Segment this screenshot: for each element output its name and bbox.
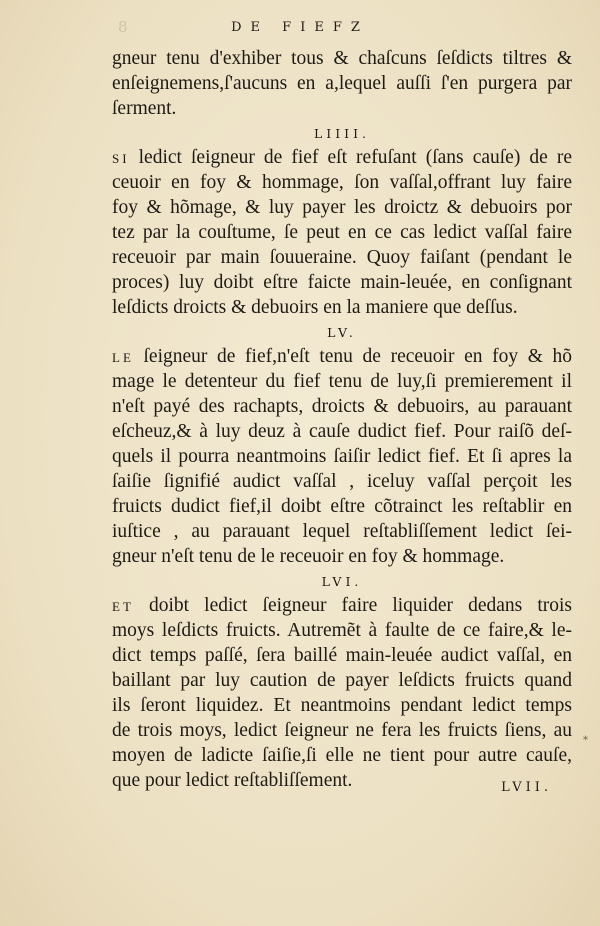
text-line: n'eſt payé des rachapts, droicts & debuoirs, au parauant [112, 396, 572, 417]
text-line-body: doibt ledict ſeigneur faire liquider dedans trois [148, 595, 572, 616]
article-heading: LIIII. [313, 126, 371, 141]
text-line: enſeignemens,ſ'aucuns en a,lequel auſſi ſ'en purgera par [112, 73, 572, 94]
text-line: moys leſdicts fruicts. Autremẽt à faulte de ce faire,& le- [112, 620, 572, 641]
running-head: DE FIEFZ [231, 20, 369, 35]
text-line: eſcheuz,& à luy deuz à cauſe dudict fief. Pour raiſõ deſ- [112, 421, 572, 442]
text-line: gneur tenu d'exhiber tous & chaſcuns ſeſdicts tiltres & [112, 48, 572, 69]
text-line: gneur n'eſt tenu de le receuoir en foy & hommage. [112, 546, 505, 567]
text-line [112, 344, 572, 369]
catchword: LVII. [501, 780, 552, 795]
text-line: baillant par luy caution de payer leſdicts fruicts quand [112, 670, 572, 691]
text-line: que pour ledict reſtabliſſement. [112, 770, 353, 791]
text-line [112, 145, 572, 170]
text-line: mage le detenteur du fief tenu de luy,ſi premierement il [112, 371, 572, 392]
paragraph-initial: SI [112, 151, 130, 166]
text-line: ſaiſie ſignifié audict vaſſal , iceluy vaſſal perçoit les [112, 471, 572, 492]
text-line: ſerment. [112, 98, 177, 119]
text-line-body: ledict ſeigneur de fief eſt refuſant (ſans cauſe) de re [138, 147, 572, 168]
text-line: fruicts dudict fief,il doibt eſtre cõtrainct les reſtablir en [112, 496, 572, 517]
article-heading: LV. [327, 325, 357, 340]
text-line: foy & hõmage, & luy payer les droictz & debuoirs por [112, 197, 572, 218]
text-line-body: ſeigneur de fief,n'eſt tenu de receuoir en foy & hõ [143, 346, 572, 367]
text-line: dict temps paſſé, ſera baillé main-leuée audict vaſſal, en [112, 645, 572, 666]
text-line: proces) luy doibt eſtre faicte main-leuée, en conſignant [112, 272, 572, 293]
text-line: iuſtice , au parauant lequel reſtabliſſement ledict ſei- [112, 521, 572, 542]
article-heading: LVI. [321, 574, 363, 589]
text-line: ils ſeront liquidez. Et neantmoins pendant ledict temps [112, 695, 572, 716]
page-number-mark: 8 [118, 18, 128, 36]
margin-note: * [583, 735, 588, 746]
paragraph-initial: ET [112, 599, 134, 614]
paragraph-initial: LE [112, 350, 134, 365]
text-line: moyen de ladicte ſaiſie,ſi elle ne tient pour autre cauſe, [112, 745, 572, 766]
text-line [112, 593, 572, 618]
text-line: leſdicts droicts & debuoirs en la maniere que deſſus. [112, 297, 518, 318]
text-line: ceuoir en foy & hommage, ſon vaſſal,offrant luy faire [112, 172, 572, 193]
text-line: tez par la couſtume, ſe peut en ce cas ledict vaſſal faire [112, 222, 572, 243]
text-line: quels il pourra neantmoins ſaiſir ledict fief. Et ſi apres la [112, 446, 572, 467]
text-line: de trois moys, ledict ſeigneur ne fera les fruicts ſiens, au [112, 720, 572, 741]
text-line: receuoir par main ſouueraine. Quoy faiſant (pendant le [112, 247, 572, 268]
body-text [112, 46, 572, 793]
